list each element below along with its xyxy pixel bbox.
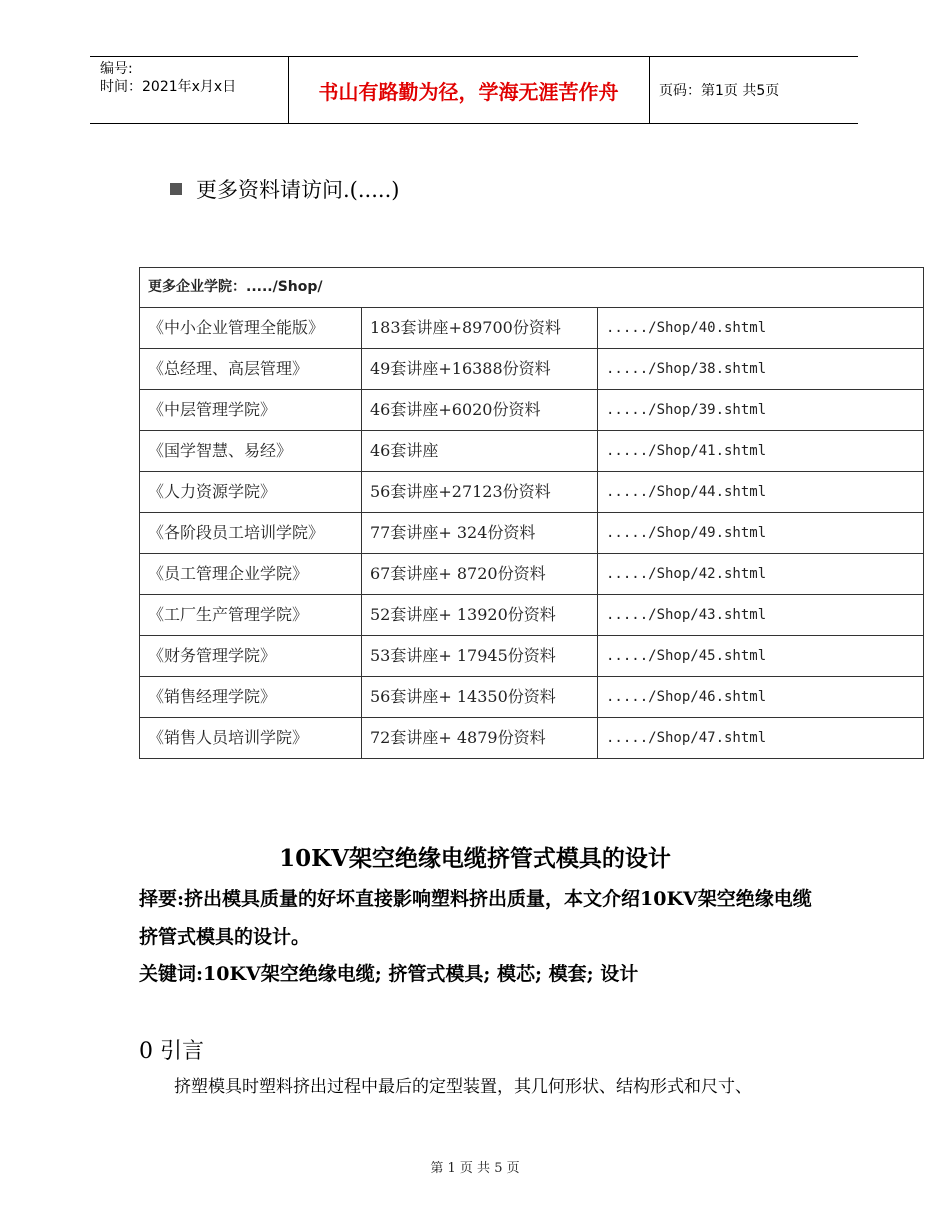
resource-count-cell: 46套讲座+6020份资料 (362, 390, 598, 431)
table-row (140, 390, 924, 431)
abstract: 择要:挤出模具质量的好坏直接影响塑料挤出质量，本文介绍10KV架空绝缘电缆挤管式模具的设计。 (139, 888, 812, 948)
resource-count-cell: 77套讲座+ 324份资料 (362, 513, 598, 554)
article-title: 10KV架空绝缘电缆挤管式模具的设计 (279, 845, 671, 872)
shop-link-cell[interactable]: ...../Shop/46.shtml (598, 677, 924, 718)
table-row (140, 472, 924, 513)
table-row (140, 677, 924, 718)
course-name-cell: 《各阶段员工培训学院》 (140, 513, 362, 554)
visit-line (170, 174, 399, 204)
header-motto: 书山有路勤为径，学海无涯苦作舟 (318, 79, 619, 104)
course-name-cell: 《国学智慧、易经》 (140, 431, 362, 472)
table-row (140, 636, 924, 677)
shop-link-cell[interactable]: ...../Shop/45.shtml (598, 636, 924, 677)
resource-count-cell: 56套讲座+ 14350份资料 (362, 677, 598, 718)
intro-paragraph: 挤塑模具时塑料挤出过程中最后的定型装置，其几何形状、结构形式和尺寸、 (174, 1077, 752, 1097)
resource-count-cell: 49套讲座+16388份资料 (362, 349, 598, 390)
resource-count-cell: 52套讲座+ 13920份资料 (362, 595, 598, 636)
resource-count-cell: 56套讲座+27123份资料 (362, 472, 598, 513)
header-meta (100, 60, 288, 96)
table-row (140, 595, 924, 636)
shop-link-cell[interactable]: ...../Shop/47.shtml (598, 718, 924, 759)
resource-count-cell: 53套讲座+ 17945份资料 (362, 636, 598, 677)
shop-link-cell[interactable]: ...../Shop/42.shtml (598, 554, 924, 595)
resource-count-cell: 72套讲座+ 4879份资料 (362, 718, 598, 759)
section-heading: 0 引言 (139, 1039, 204, 1064)
table-header-cell: 更多企业学院：...../Shop/ (140, 268, 924, 308)
table-row (140, 349, 924, 390)
course-name-cell: 《人力资源学院》 (140, 472, 362, 513)
shop-link-cell[interactable]: ...../Shop/49.shtml (598, 513, 924, 554)
resource-count-cell: 46套讲座 (362, 431, 598, 472)
shop-link-cell[interactable]: ...../Shop/39.shtml (598, 390, 924, 431)
course-name-cell: 《总经理、高层管理》 (140, 349, 362, 390)
number-label: 编号: (100, 61, 133, 77)
resource-count-cell: 67套讲座+ 8720份资料 (362, 554, 598, 595)
page-footer: 第 1 页 共 5 页 (430, 1161, 520, 1176)
header-page-info: 页码：第1页 共5页 (659, 83, 780, 99)
shop-link-cell[interactable]: ...../Shop/40.shtml (598, 308, 924, 349)
shop-link-cell[interactable]: ...../Shop/44.shtml (598, 472, 924, 513)
table-row (140, 554, 924, 595)
shop-link-cell[interactable]: ...../Shop/38.shtml (598, 349, 924, 390)
time-label: 时间：2021年x月x日 (100, 79, 237, 95)
course-name-cell: 《员工管理企业学院》 (140, 554, 362, 595)
table-row (140, 431, 924, 472)
square-bullet-icon (170, 183, 182, 195)
course-name-cell: 《销售人员培训学院》 (140, 718, 362, 759)
shop-link-cell[interactable]: ...../Shop/43.shtml (598, 595, 924, 636)
document-header (90, 56, 858, 124)
course-name-cell: 《中层管理学院》 (140, 390, 362, 431)
course-name-cell: 《工厂生产管理学院》 (140, 595, 362, 636)
course-name-cell: 《销售经理学院》 (140, 677, 362, 718)
table-row (140, 308, 924, 349)
keywords: 关键词:10KV架空绝缘电缆; 挤管式模具; 模芯; 模套; 设计 (139, 963, 639, 985)
header-divider (649, 57, 650, 123)
table-row (140, 718, 924, 759)
table-header-row (140, 268, 924, 308)
shop-table (139, 267, 924, 759)
course-name-cell: 《中小企业管理全能版》 (140, 308, 362, 349)
resource-count-cell: 183套讲座+89700份资料 (362, 308, 598, 349)
visit-text: 更多资料请访问.(.....) (196, 178, 400, 202)
table-row (140, 513, 924, 554)
shop-link-cell[interactable]: ...../Shop/41.shtml (598, 431, 924, 472)
course-name-cell: 《财务管理学院》 (140, 636, 362, 677)
